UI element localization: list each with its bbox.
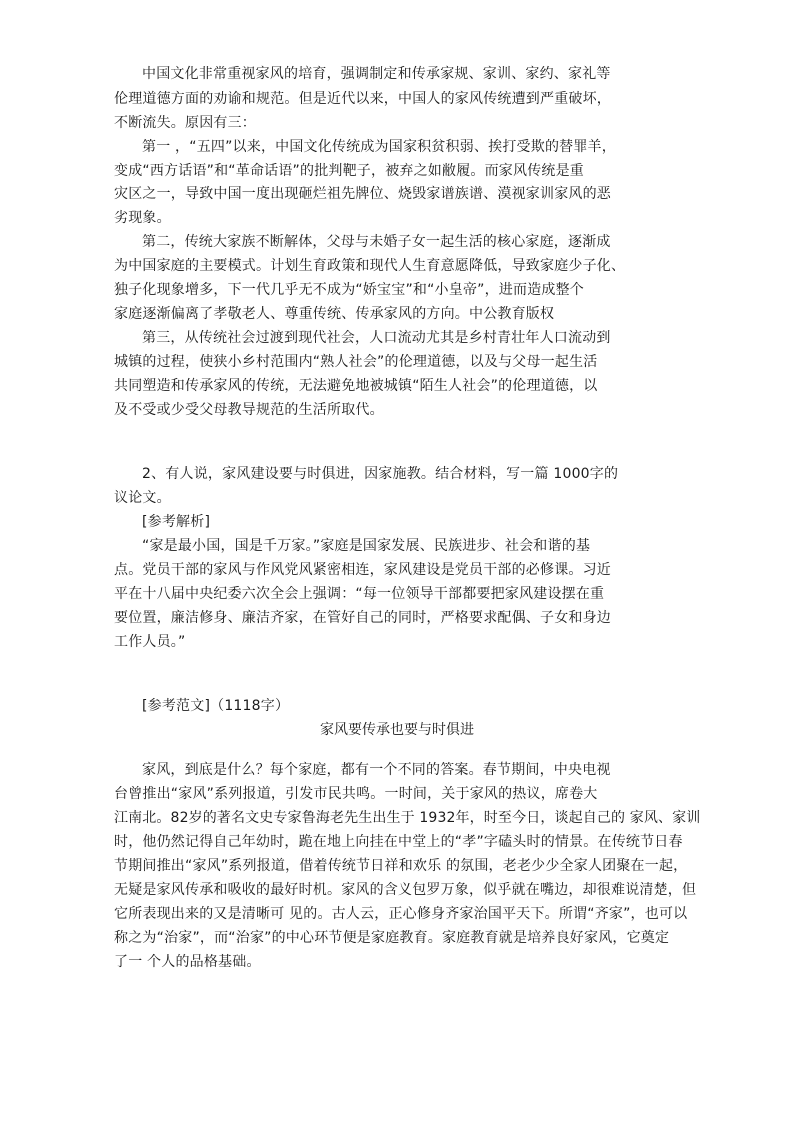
paragraph-line: 第三，从传统社会过渡到现代社会，人口流动尤其是乡村青壮年人口流动到 (142, 330, 611, 346)
analysis-line: 点。党员干部的家风与作风党风紧密相连，家风建设是党员干部的必修课。习近 (114, 562, 611, 578)
paragraph-line: 变成“西方话语”和“革命话语”的批判靶子，被弃之如敝履。而家风传统是重 (114, 163, 585, 179)
analysis-line: 平在十八届中央纪委六次全会上强调：“每一位领导干部都要把家风建设摆在重 (114, 586, 605, 602)
essay-line: 江南北。82岁的著名文史专家鲁海老先生出生于 1932年，时至今日，谈起自己的 家风、家训 (114, 810, 701, 826)
paragraph-line: 伦理道德方面的劝谕和规范。但是近代以来，中国人的家风传统遭到严重破坏， (114, 91, 611, 107)
essay-label: [参考范文]（1118字） (142, 698, 290, 714)
essay-line: 了一 个人的品格基础。 (114, 954, 261, 970)
essay-line: 节期间推出“家风”系列报道，借着传统节日祥和欢乐 的氛围，老老少少全家人团聚在一起， (114, 858, 688, 874)
paragraph-line: 独子化现象增多，下一代几乎无不成为“娇宝宝”和“小皇帝”，进而造成整个 (114, 282, 585, 298)
essay-line: 称之为“治家”，而“治家”的中心环节便是家庭教育。家庭教育就是培养良好家风，它奠定 (114, 930, 670, 946)
question-line: 议论文。 (114, 490, 171, 506)
paragraph-line: 中国文化非常重视家风的培育，强调制定和传承家规、家训、家约、家礼等 (142, 66, 611, 82)
analysis-label: [参考解析] (142, 514, 211, 530)
essay-line: 它所表现出来的又是清晰可 见的。古人云，正心修身齐家治国平天下。所谓“齐家”，也可以 (114, 906, 688, 922)
essay-line: 家风，到底是什么？每个家庭，都有一个不同的答案。春节期间，中央电视 (142, 762, 611, 778)
paragraph-line: 劣现象。 (114, 210, 171, 226)
essay-title: 家风要传承也要与时俱进 (320, 722, 474, 738)
paragraph-line: 共同塑造和传承家风的传统，无法避免地被城镇“陌生人社会”的伦理道德，以 (114, 378, 598, 394)
paragraph-line: 第一 ，“五四”以来，中国文化传统成为国家积贫积弱、挨打受欺的替罪羊， (142, 139, 616, 155)
paragraph-line: 灾区之一，导致中国一度出现砸烂祖先牌位、烧毁家谱族谱、漠视家训家风的恶 (114, 186, 611, 202)
analysis-line: 要位置，廉洁修身、廉洁齐家，在管好自己的同时，严格要求配偶、子女和身边 (114, 610, 611, 626)
question-line: 2、有人说，家风建设要与时俱进，因家施教。结合材料，写一篇 1000字的 (142, 466, 619, 482)
paragraph-line: 为中国家庭的主要模式。计划生育政策和现代人生育意愿降低，导致家庭少子化、 (114, 258, 626, 274)
paragraph-line: 城镇的过程，使狭小乡村范围内“熟人社会”的伦理道德，以及与父母一起生活 (114, 354, 598, 370)
paragraph-line: 不断流失。原因有三： (114, 115, 256, 131)
paragraph-line: 第二，传统大家族不断解体，父母与未婚子女一起生活的核心家庭，逐渐成 (142, 234, 611, 250)
essay-line: 台曾推出“家风”系列报道，引发市民共鸣。一时间，关于家风的热议，席卷大 (114, 786, 598, 802)
paragraph-line: 及不受或少受父母教导规范的生活所取代。 (114, 402, 384, 418)
essay-line: 时，他仍然记得自己年幼时，跪在地上向挂在中堂上的“孝”字磕头时的情景。在传统节日春 (114, 834, 683, 850)
paragraph-line: 家庭逐渐偏离了孝敬老人、尊重传统、传承家风的方向。中公教育版权 (114, 306, 555, 322)
analysis-line: 工作人员。” (114, 634, 186, 650)
analysis-line: “家是最小国，国是千万家。”家庭是国家发展、民族进步、社会和谐的基 (142, 538, 591, 554)
essay-line: 无疑是家风传承和吸收的最好时机。家风的含义包罗万象，似乎就在嘴边，却很难说清楚，但 (114, 882, 697, 898)
